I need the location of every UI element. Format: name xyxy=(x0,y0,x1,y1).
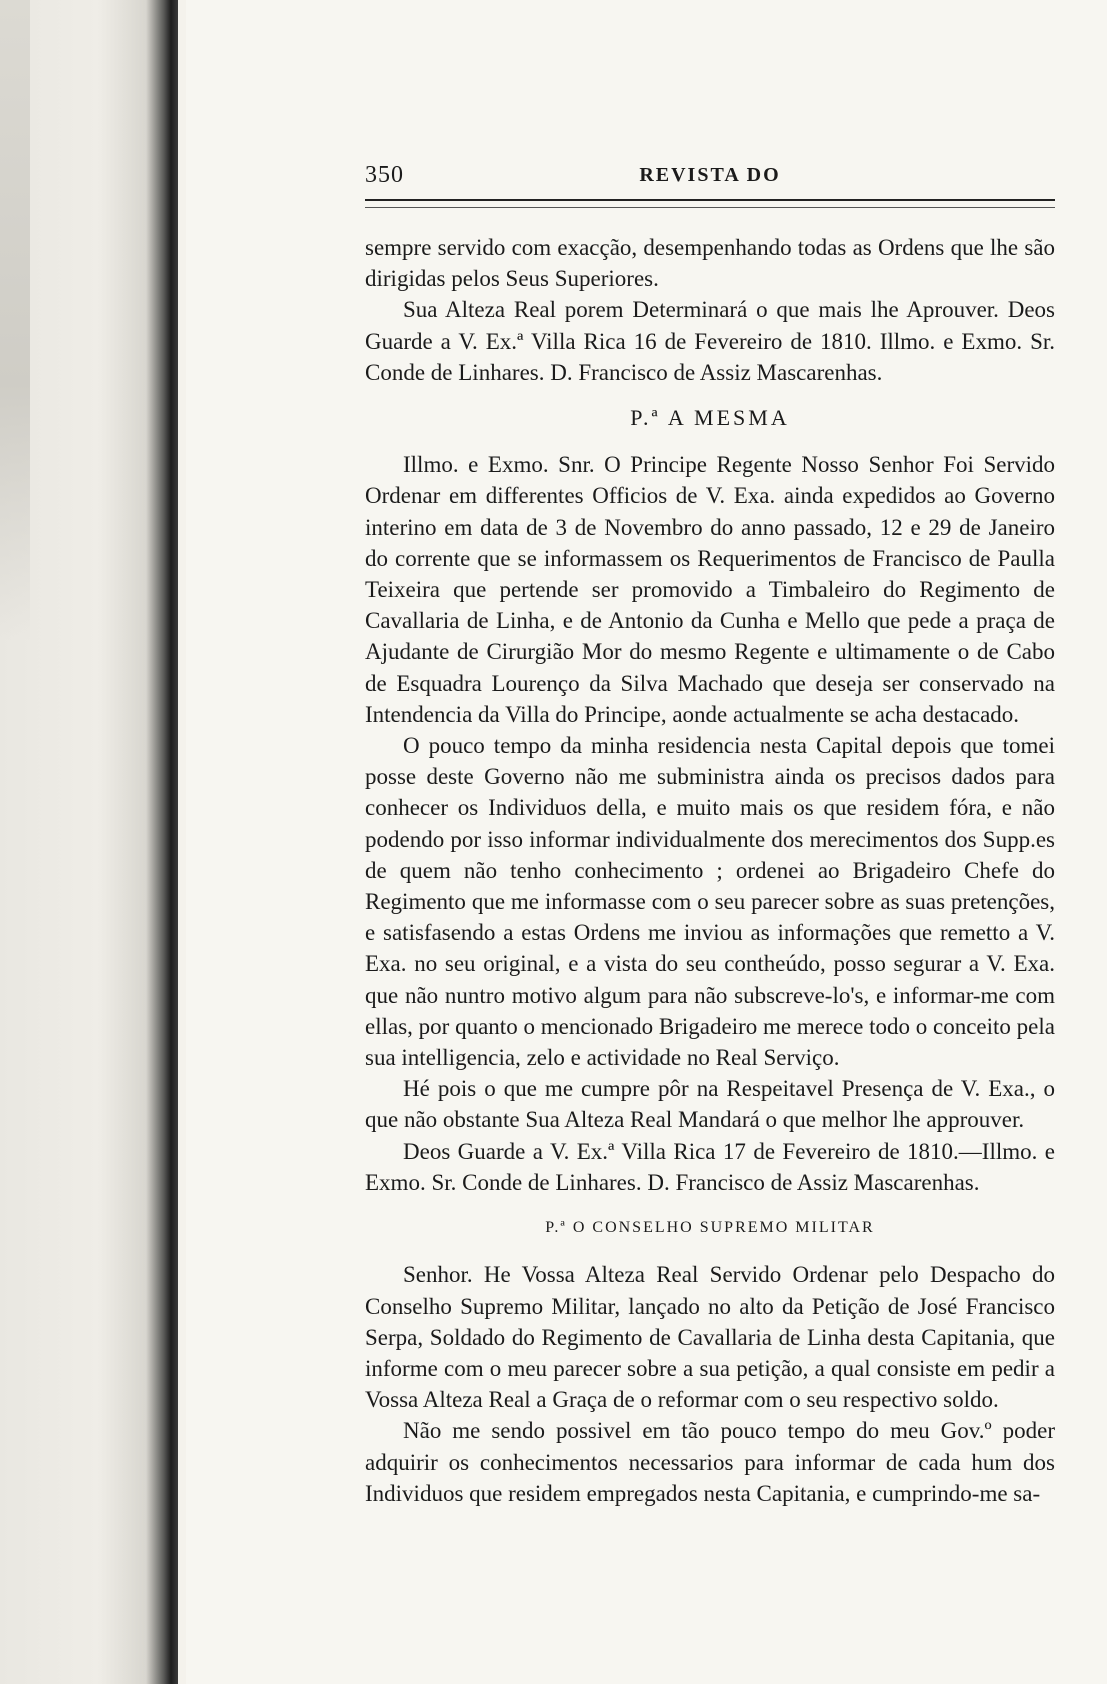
paragraph: sempre servido com exacção, desempenhando todas as Ordens que lhe são dirigidas pelos Seus Superiores. xyxy=(365,235,1055,292)
paragraph: Senhor. He Vossa Alteza Real Servido Ordenar pelo Despacho do Conselho Supremo Militar, lançado no alto da Petição de José Francisco Serpa, Soldado do Regimento de Cavallaria de Linha desta Capitania, que informe com o meu parecer sobre a sua petição, a qual consiste em pedir a Vossa Alteza Real a Graça de o reformar com o seu respectivo soldo. xyxy=(365,1262,1055,1413)
page-header xyxy=(365,162,1055,194)
section-heading: P.ª O CONSELHO SUPREMO MILITAR xyxy=(545,1219,875,1237)
running-title: REVISTA DO xyxy=(639,164,781,186)
paragraph: O pouco tempo da minha residencia nesta Capital depois que tomei posse deste Governo não me subministra ainda os precisos dados para conhecer os Individuos della, e muito mais os que residem fóra, e não podendo por isso informar individualmente dos merecimentos dos Supp.es de quem não tenho conhecimento ; ordenei ao Brigadeiro Chefe do Regimento que me informasse com o seu parecer sobre as suas pretenções, e satisfasendo a estas Ordens me inviou as informações que remetto a V. Exa. no seu original, e a vista do seu contheúdo, posso segurar a V. Exa. que não nuntro motivo algum para não subscreve-lo's, e informar-me com ellas, por quanto o mencionado Brigadeiro me merece todo o conceito pela sua intelligencia, zelo e actividade no Real Serviço. xyxy=(365,733,1055,1071)
header-rule xyxy=(365,199,1055,208)
section-heading: P.ª A MESMA xyxy=(630,405,790,431)
paragraph: Illmo. e Exmo. Snr. O Principe Regente Nosso Senhor Foi Servido Ordenar em differentes Officios de V. Exa. ainda expedidos ao Governo interino em data de 3 de Novembro do anno passado, 12 e 29 de Janeiro do corrente que se informassem os Requerimentos de Francisco de Paulla Teixeira que pertende ser promovido a Timbaleiro do Regimento de Cavallaria de Linha, e de Antonio da Cunha e Mello que pede a praça de Ajudante de Cirurgião Mor do mesmo Regente e ultimamente o de Cabo de Esquadra Lourenço da Silva Machado que deseja ser conservado na Intendencia da Villa do Principe, aonde actualmente se acha destacado. xyxy=(365,452,1055,727)
page-number: 350 xyxy=(365,162,404,188)
paragraph: Deos Guarde a V. Ex.ª Villa Rica 17 de Fevereiro de 1810.—Illmo. e Exmo. Sr. Conde de Linhares. D. Francisco de Assiz Mascarenhas. xyxy=(365,1138,1055,1195)
adjacent-page-edge xyxy=(0,0,30,640)
page-text xyxy=(365,232,1055,1509)
paragraph: Sua Alteza Real porem Determinará o que mais lhe Aprouver. Deos Guarde a V. Ex.ª Villa Rica 16 de Fevereiro de 1810. Illmo. e Exmo. Sr. Conde de Linhares. D. Francisco de Assiz Mascarenhas. xyxy=(365,297,1055,385)
paragraph: Não me sendo possivel em tão pouco tempo do meu Gov.º poder adquirir os conhecimentos necessarios para informar de cada hum dos Individuos que residem empregados nesta Capitania, e cumprindo-me sa- xyxy=(365,1418,1055,1506)
paragraph: Hé pois o que me cumpre pôr na Respeitavel Presença de V. Exa., o que não obstante Sua Alteza Real Mandará o que melhor lhe approuver. xyxy=(365,1076,1055,1133)
